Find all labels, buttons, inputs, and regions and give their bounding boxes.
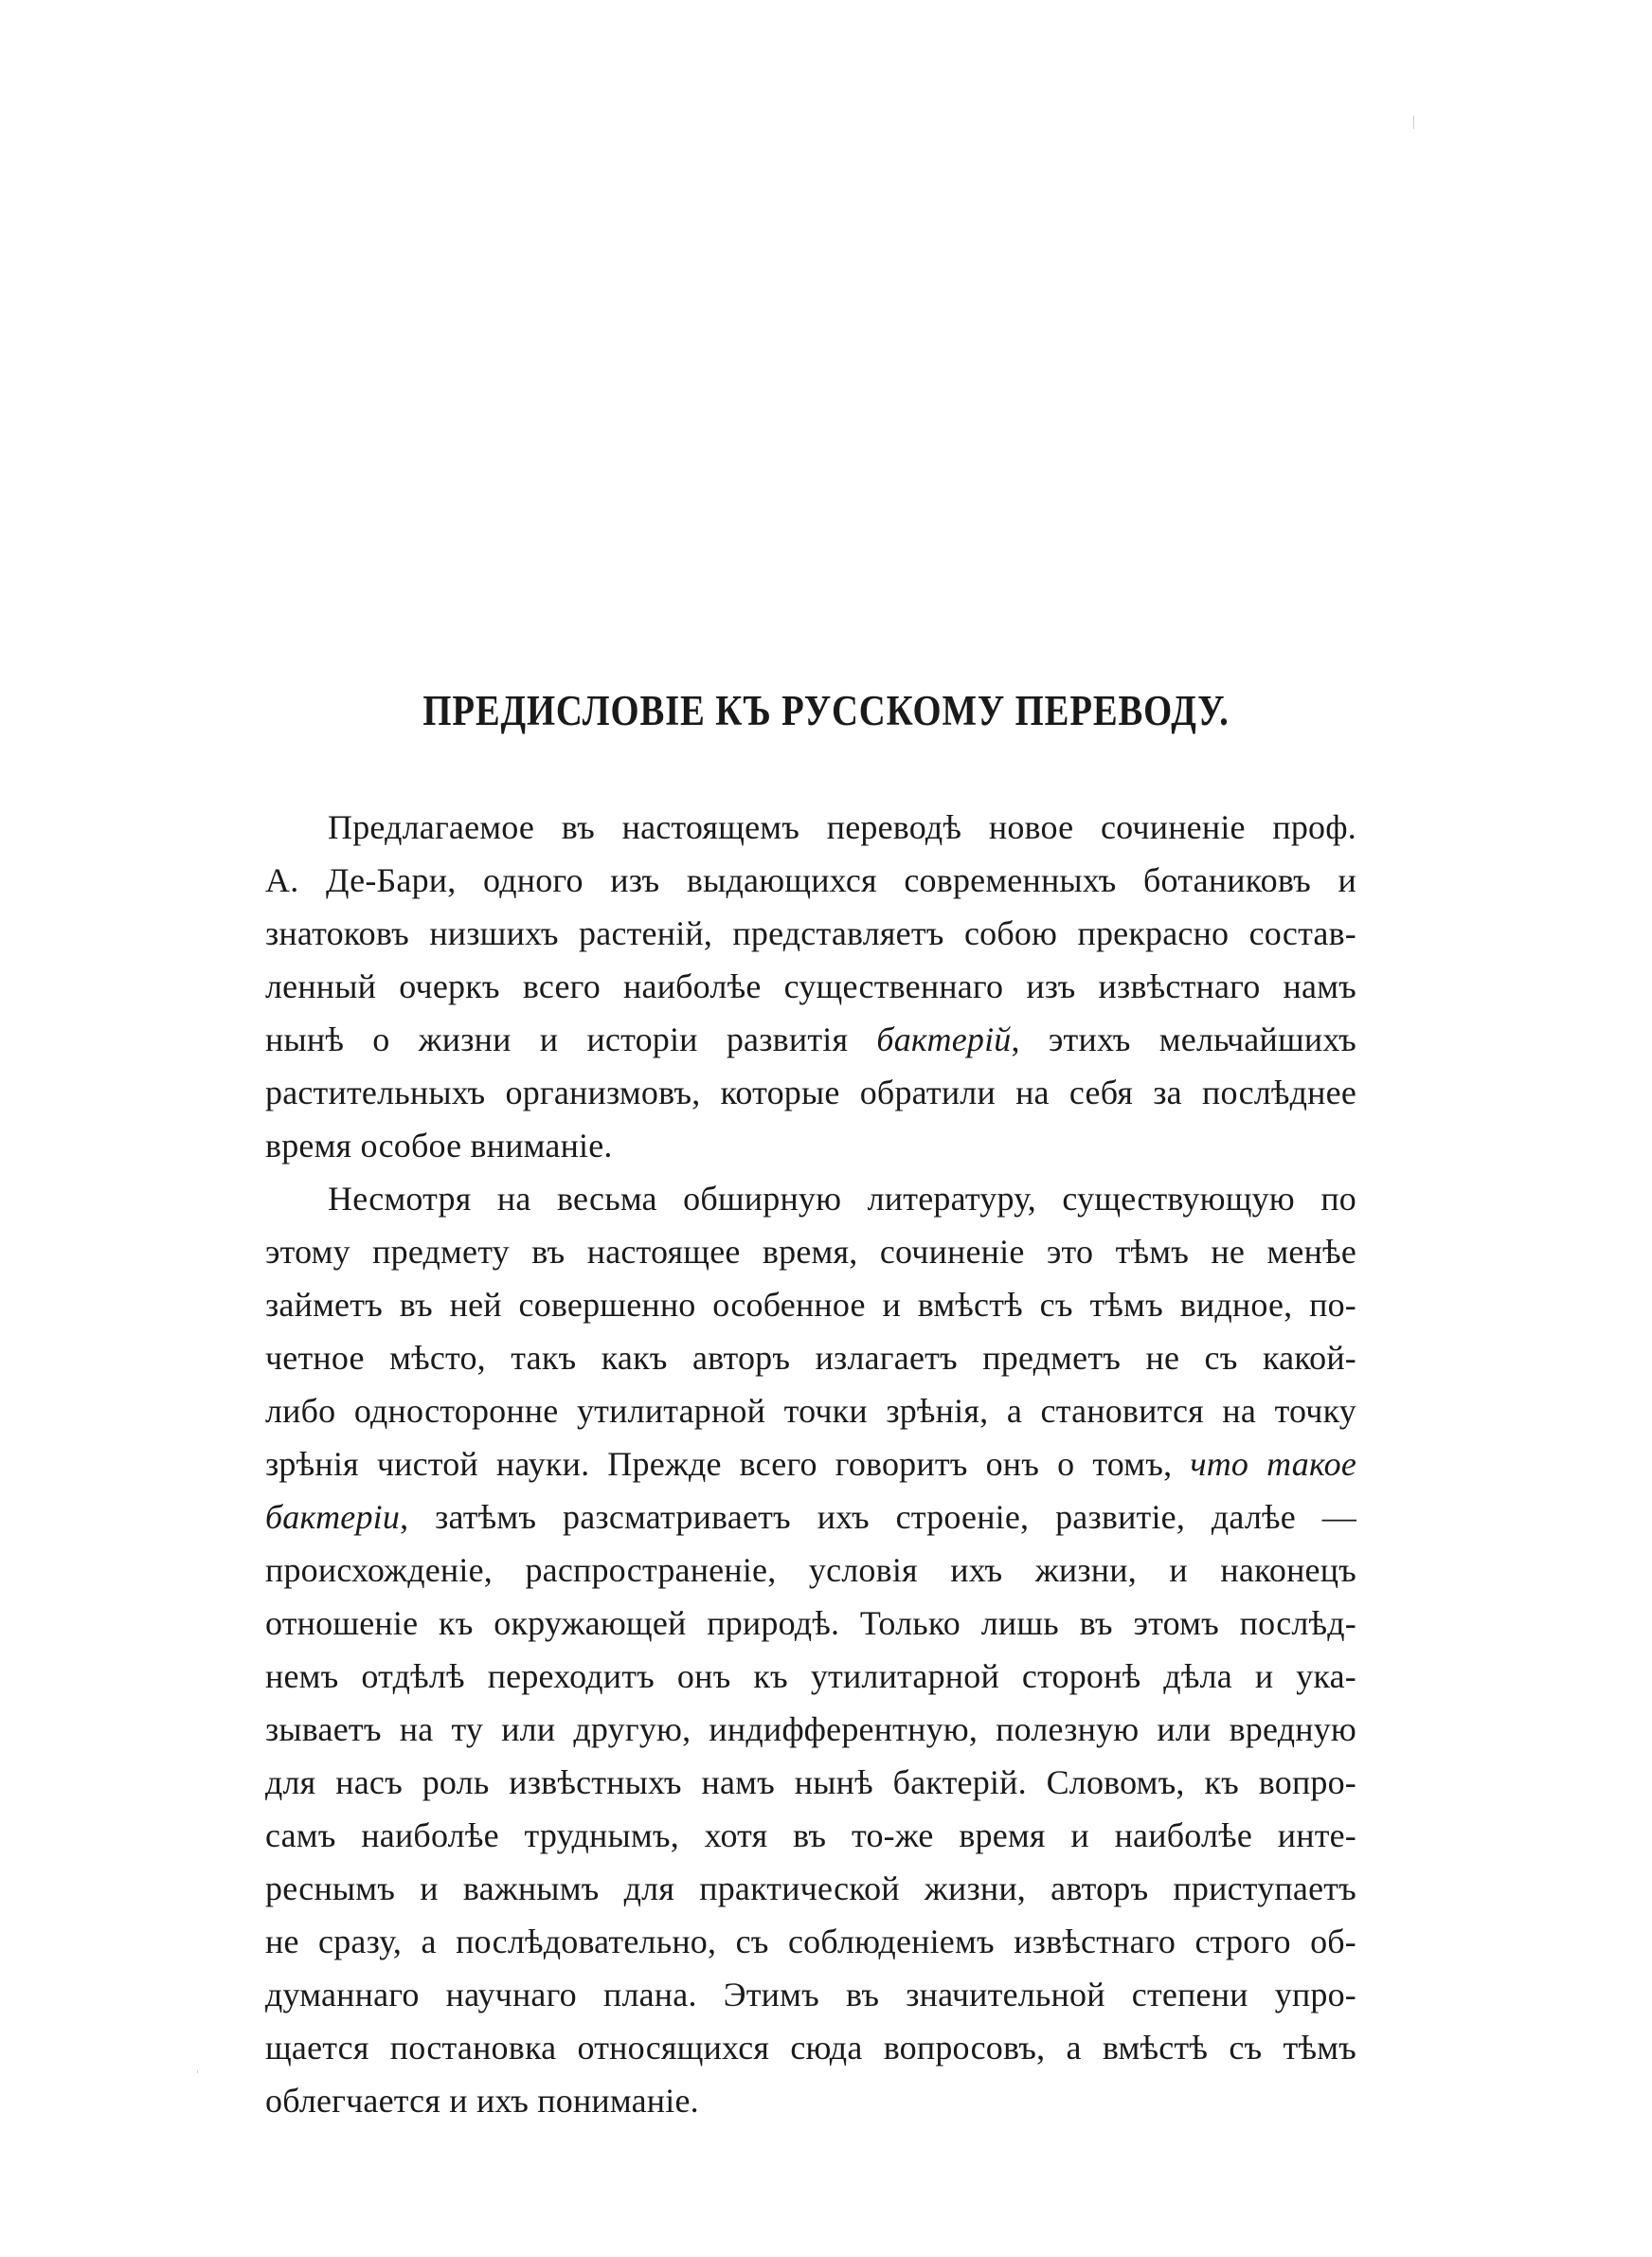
text-line: облегчается и ихъ пониманіе. xyxy=(265,2082,699,2120)
text-line: не сразу, а послѣдовательно, съ соблюденіемъ извѣстнаго строго об- xyxy=(265,1923,1356,1960)
text-line: Предлагаемое въ настоящемъ переводѣ новое сочиненіе проф. xyxy=(328,808,1356,846)
text-line: самъ наиболѣе труднымъ, хотя въ то-же время и наиболѣе инте- xyxy=(265,1816,1356,1854)
text-line: щается постановка относящихся сюда вопросовъ, а вмѣстѣ съ тѣмъ xyxy=(265,2029,1356,2067)
text-line: А. Де-Бари, одного изъ выдающихся современныхъ ботаниковъ и xyxy=(265,861,1356,899)
text-line: для насъ роль извѣстныхъ намъ нынѣ бактерій. Словомъ, къ вопро- xyxy=(265,1763,1356,1801)
emphasized-term: бактерій xyxy=(876,1020,1012,1058)
text-line: четное мѣсто, такъ какъ авторъ излагаетъ предметъ не съ какой- xyxy=(265,1339,1356,1377)
text-line: ленный очеркъ всего наиболѣе существеннаго изъ извѣстнаго намъ xyxy=(265,967,1356,1005)
text-line: немъ отдѣлѣ переходитъ онъ къ утилитарной сторонѣ дѣла и ука- xyxy=(265,1657,1356,1695)
text-line: нынѣ о жизни и исторіи развитія бактерій, этихъ мельчайшихъ xyxy=(265,1020,1356,1058)
text-line: происхожденіе, распространеніе, условія ихъ жизни, и наконецъ xyxy=(265,1551,1356,1589)
text-line: либо односторонне утилитарной точки зрѣнія, а становится на точку xyxy=(265,1392,1356,1430)
emphasized-term: что такое xyxy=(1190,1445,1357,1483)
emphasized-term: бактеріи xyxy=(265,1498,401,1536)
text-line: реснымъ и важнымъ для практической жизни, авторъ приступаетъ xyxy=(265,1869,1356,1907)
text-line: этому предмету въ настоящее время, сочиненіе это тѣмъ не менѣе xyxy=(265,1233,1356,1271)
scan-mark xyxy=(197,2070,198,2073)
text-line: зываетъ на ту или другую, индифферентную, полезную или вредную xyxy=(265,1710,1356,1748)
text-line: займетъ въ ней совершенно особенное и вмѣстѣ съ тѣмъ видное, по- xyxy=(265,1286,1356,1324)
text-line: растительныхъ организмовъ, которые обратили на себя за послѣднее xyxy=(265,1074,1356,1111)
page-heading: ПРЕДИСЛОВІЕ КЪ РУССКОМУ ПЕРЕВОДУ. xyxy=(422,687,1230,734)
text-line: думаннаго научнаго плана. Этимъ въ значительной степени упро- xyxy=(265,1976,1356,2013)
text-line: бактеріи, затѣмъ разсматриваетъ ихъ строеніе, развитіе, далѣе — xyxy=(265,1498,1356,1536)
text-line: отношеніе къ окружающей природѣ. Только лишь въ этомъ послѣд- xyxy=(265,1604,1356,1642)
text-line: время особое вниманіе. xyxy=(265,1127,613,1165)
text-line: Несмотря на весьма обширную литературу, существующую по xyxy=(328,1180,1356,1218)
text-line: знатоковъ низшихъ растеній, представляетъ собою прекрасно состав- xyxy=(265,914,1356,952)
text-line: зрѣнія чистой науки. Прежде всего говоритъ онъ о томъ, что такое xyxy=(265,1445,1357,1483)
scan-mark xyxy=(1413,116,1414,129)
